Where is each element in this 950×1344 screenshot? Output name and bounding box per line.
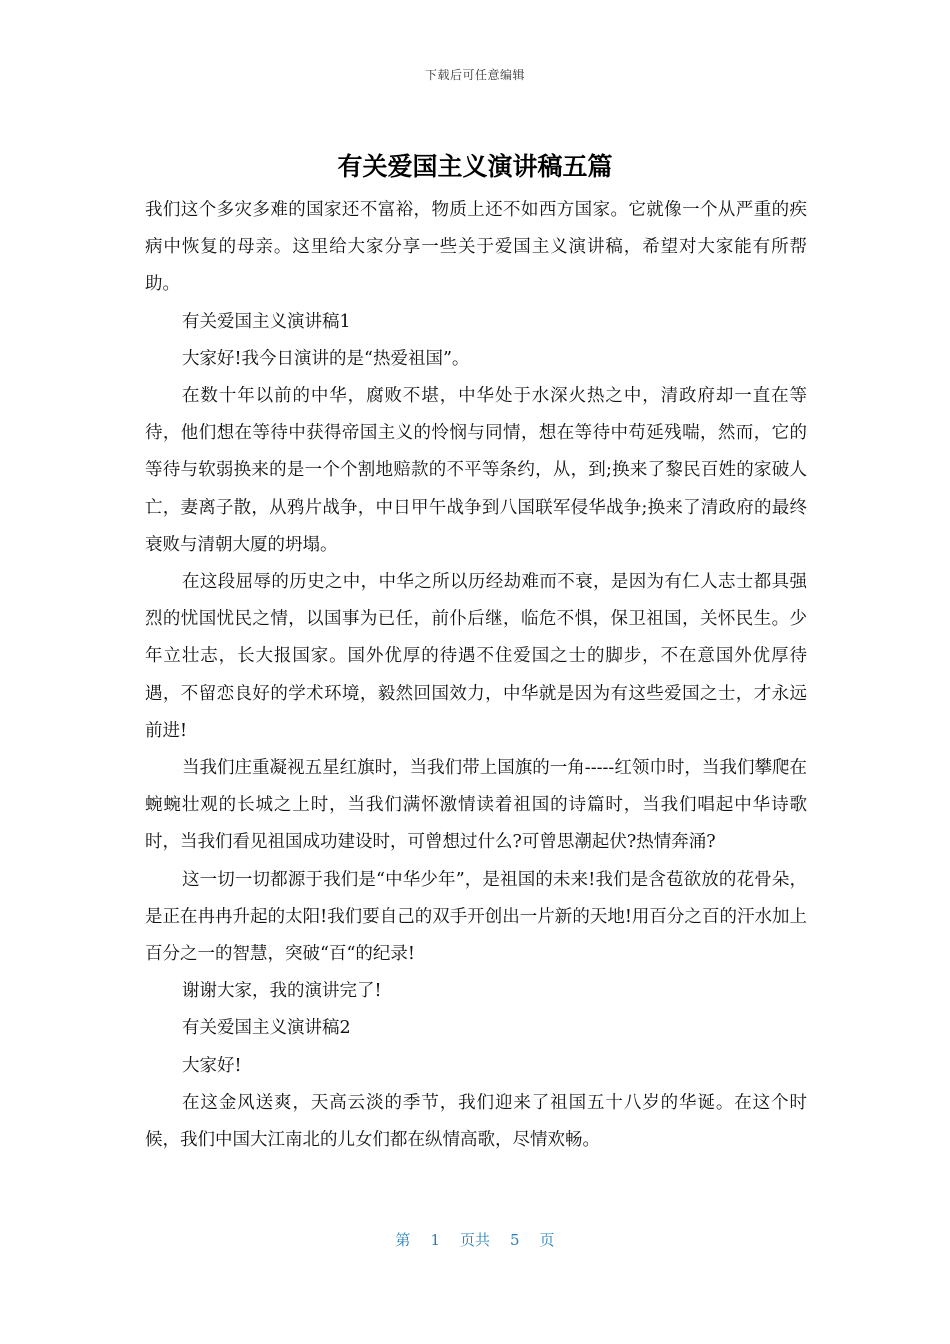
intro-paragraph: 我们这个多灾多难的国家还不富裕，物质上还不如西方国家。它就像一个从严重的疾病中恢复的母亲。这里给大家分享一些关于爱国主义演讲稿，希望对大家能有所帮助。: [145, 200, 807, 295]
body-paragraph: 在这段屈辱的历史之中，中华之所以历经劫难而不衰，是因为有仁人志士都具强烈的忧国忧民之情，以国事为已任，前仆后继，临危不惧，保卫祖国，关怀民生。少年立壮志，长大报国家。国外优厚的待遇不住爱国之士的脚步，不在意国外优厚待遇，不留恋良好的学术环境，毅然回国效力，中华就是因为有这些爱国之士，才永远前进!: [145, 572, 807, 741]
body-paragraph: 这一切一切都源于我们是“中华少年”，是祖国的未来!我们是含苞欲放的花骨朵，是正在冉冉升起的太阳!我们要自己的双手开创出一片新的天地!用百分之百的汗水加上百分之一的智慧，突破“百“的纪录!: [145, 869, 807, 965]
footer-page-number: 1: [430, 1231, 440, 1249]
body-paragraph: 谢谢大家，我的演讲完了!: [182, 981, 382, 1002]
body-paragraph: 当我们庄重凝视五星红旗时，当我们带上国旗的一角-----红领巾时，当我们攀爬在蜿蜿壮观的长城之上时，当我们满怀激情读着祖国的诗篇时，当我们唱起中华诗歌时，当我们看见祖国成功建设时，可曾想过什么?可曾思潮起伏?热情奔涌?: [145, 758, 807, 853]
footer-page-end: 页: [539, 1231, 555, 1249]
section-heading-2: 有关爱国主义演讲稿2: [182, 1018, 351, 1039]
body-paragraph: 大家好!: [182, 1055, 242, 1076]
body-paragraph: 在数十年以前的中华，腐败不堪，中华处于水深火热之中，清政府却一直在等待，他们想在等待中获得帝国主义的怜悯与同情，想在等待中苟延残喘，然而，它的等待与软弱换来的是一个个割地赔款的不平等条约，从，到;换来了黎民百姓的家破人亡，妻离子散，从鸦片战争，中日甲午战争到八国联军侵华战争;换来了清政府的最终衰败与清朝大厦的坍塌。: [145, 386, 807, 555]
document-body: [145, 192, 807, 1159]
footer-total-pages: 5: [510, 1231, 520, 1249]
document-title: 有关爱国主义演讲稿五篇: [337, 152, 613, 181]
body-paragraph: 在这金风送爽，天高云淡的季节，我们迎来了祖国五十八岁的华诞。在这个时候，我们中国大江南北的儿女们都在纵情高歌，尽情欢畅。: [145, 1092, 807, 1151]
page-header: 下载后可任意编辑: [424, 68, 525, 82]
body-paragraph: 大家好!我今日演讲的是“热爱祖国”。: [182, 348, 470, 369]
footer-page-mid: 页共: [459, 1231, 490, 1249]
footer-page-word: 第: [395, 1231, 411, 1249]
page-footer: [0, 1229, 950, 1250]
section-heading-1: 有关爱国主义演讲稿1: [182, 311, 351, 332]
